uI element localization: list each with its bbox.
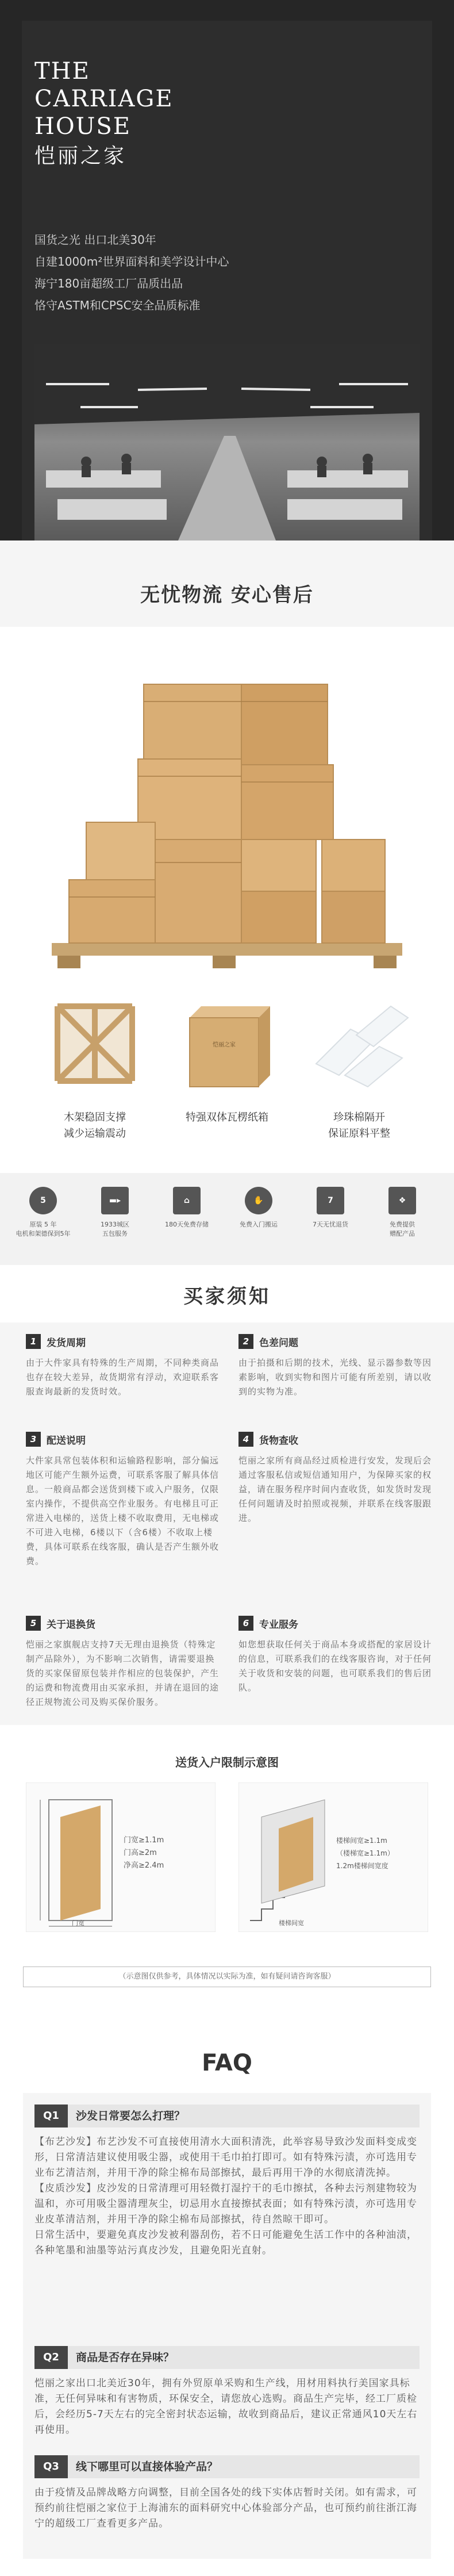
requirement-line: 1.2m楼梯间宽度 — [336, 1862, 388, 1870]
note-number: 5 — [26, 1616, 41, 1631]
service-label: 免费入门搬运 — [240, 1221, 278, 1228]
intro-line: 自建1000m²世界面料和美学设计中心 — [34, 255, 229, 269]
faq-question-2 — [34, 2346, 420, 2369]
faq-question-1 — [34, 2104, 420, 2128]
door-width-label: 门宽 — [72, 1919, 84, 1927]
pearl-cotton-image — [305, 995, 414, 1092]
note-number: 1 — [26, 1334, 41, 1349]
factory-photo — [34, 344, 420, 540]
note-body: 恺丽之家所有商品经过质检进行安发，发现后会通过客服私信或短信通知用户，为保障买家的权益，请在服务程序时间内查收货，如发货时发现任何问题请及时拍照或视频，并联系在线客服跟进。 — [238, 1455, 432, 1523]
faq-number: Q2 — [34, 2346, 68, 2369]
faq-number: Q1 — [34, 2104, 68, 2128]
warranty-icon: 5 — [29, 1187, 57, 1214]
service-storage — [158, 1187, 216, 1229]
note-number: 2 — [238, 1334, 253, 1349]
brand-line-1: THE — [34, 58, 90, 85]
note-number: 3 — [26, 1432, 41, 1447]
service-strip — [0, 1173, 454, 1265]
note-color — [238, 1334, 434, 1399]
answer-paragraph: 由于疫情及品牌战略方向调整，目前全国各处的线下实体店暂时关闭。如有需求，可预约前往恺丽之家位于上海浦东的面料研究中心体验部分产品，也可预约前往浙江海宁的超级工厂查看更多产品。 — [34, 2487, 417, 2529]
requirement-line: 楼梯间宽≥1.1m — [336, 1837, 387, 1845]
faq-question-text: 沙发日常要怎么打理？ — [76, 2110, 186, 2122]
faq-question-text: 线下哪里可以直接体验产品？ — [76, 2460, 218, 2473]
note-number: 4 — [238, 1432, 253, 1447]
service-delivery — [86, 1187, 144, 1239]
note-title: 配送说明 — [47, 1435, 86, 1447]
note-body: 大件家具常包装体积和运输路程影响，部分偏远地区可能产生额外运费，可联系客服了解具体信息。一般商品都会送货到楼下或入户服务，仅限室内操作，不提供高空作业服务。有电梯且可正常进入电梯的，送货上楼不收取费用，无电梯或不可进入电梯，6楼以下（含6楼）不收取上楼费，具体可联系在线客服，确认是否产生额外收费。 — [26, 1455, 220, 1566]
service-label: 1933城区 五包服务 — [101, 1221, 129, 1237]
door-requirements — [124, 1834, 164, 1872]
pack-label-line: 珍珠棉隔开 — [333, 1111, 385, 1124]
hero-section — [0, 0, 454, 540]
pack-label-line: 减少运输震动 — [64, 1128, 126, 1140]
pack-label-line: 特强双体瓦楞纸箱 — [186, 1111, 268, 1124]
pallet-boxes-image — [0, 632, 454, 989]
door-limit-diagram — [26, 1782, 216, 1932]
answer-paragraph: 恺丽之家出口北美近30年，拥有外贸原单采购和生产线，用材用料执行美国家具标准，无任何异味和有害物质，环保安全，请您放心选购。商品生产完毕，经工厂质检后，会经历5-7天左右的完全密封状态运输，故收到商品后，建议正常通风10天左右再使用。 — [34, 2378, 418, 2436]
service-label: 7天无忧退货 — [313, 1221, 348, 1228]
faq-question-text: 商品是否存在异味？ — [76, 2351, 175, 2364]
answer-paragraph: 日常生活中，要避免真皮沙发被利器刮伤，若不日可能避免生活工作中的各种油渍，各种笔墨和油墨等站污真皮沙发，且避免阳光直射。 — [34, 2229, 417, 2256]
brand-logo — [34, 57, 174, 170]
requirement-line: 净高≥2.4m — [124, 1861, 164, 1870]
note-inspection — [238, 1432, 434, 1525]
diagram-caption: （示意图仅供参考，具体情况以实际为准，如有疑问请咨询客服） — [23, 1966, 431, 1987]
brand-line-2: CARRIAGE — [34, 86, 174, 112]
requirement-line: 门高≥2m — [124, 1849, 157, 1857]
note-body: 恺丽之家旗舰店支持7天无理由退换货（特殊定制产品除外），为不影响二次销售，请需要退换货的买家保留原包装并作相应的包装保护，产生的运费和物流费用由买家承担，并请在退回的途径正规物流公司及购买保价服务。 — [26, 1639, 220, 1707]
faq-question-3 — [34, 2455, 420, 2478]
service-carry — [230, 1187, 287, 1229]
note-shipping — [26, 1334, 221, 1399]
truck-icon: ▬▸ — [101, 1187, 129, 1214]
faq-title: FAQ — [202, 2050, 252, 2076]
service-label: 免费提供 赠配产品 — [390, 1221, 415, 1237]
corrugated-box-image — [172, 995, 282, 1092]
logistics-title: 无忧物流 安心售后 — [140, 584, 314, 607]
pack-label-wood — [20, 1110, 170, 1142]
stair-requirements — [336, 1834, 394, 1872]
calendar-7-icon: 7 — [317, 1187, 344, 1214]
answer-paragraph: 【布艺沙发】布艺沙发不可直接使用清水大面积清洗，此举容易导致沙发面料变成变形，日常清洁建议使用吸尘器，或使用干毛巾拍打即可。如有特殊污渍，亦可选用专业布艺清洁剂，并用干净的除尘棉布局部擦拭，最后再用干净的水彻底清洗掉。 — [34, 2136, 417, 2179]
answer-paragraph: 【皮质沙发】皮沙发的日常清理可用轻微打湿拧干的毛巾擦拭，各种去污剂建物较为温和，亦可用吸尘器清理灰尘，切忌用水直接擦拭表面；如有特殊污渍，亦可选用专业皮革清洁剂，并用干净的除尘棉布局部擦拭，待自然晾干即可。 — [34, 2183, 417, 2225]
faq-number: Q3 — [34, 2455, 68, 2478]
note-body: 如您想获取任何关于商品本身或搭配的家居设计的信息，可联系我们的在线客服咨询，对于任何关于收货和安装的问题，也可联系我们的售后团队。 — [238, 1639, 432, 1693]
brand-line-3: HOUSE — [34, 113, 131, 140]
faq-answer-1 — [34, 2134, 420, 2259]
brand-intro — [34, 229, 229, 316]
faq-answer-3 — [34, 2485, 420, 2532]
home-icon: ⌂ — [173, 1187, 201, 1214]
stair-width-label: 楼梯间宽 — [279, 1919, 304, 1927]
note-body: 由于拍摄和后期的技术，光线、显示器参数等因素影响，收到实物和图片可能有所差别，请以收到的实物为准。 — [238, 1358, 432, 1397]
diagram-title: 送货入户限制示意图 — [175, 1755, 279, 1769]
brand-chinese-name: 恺丽之家 — [34, 144, 127, 168]
note-delivery — [26, 1432, 221, 1569]
intro-line: 海宁180亩超级工厂品质出品 — [34, 277, 183, 290]
intro-line: 恪守ASTM和CPSC安全品质标准 — [34, 298, 201, 312]
note-title: 货物查收 — [259, 1435, 298, 1447]
stair-limit-diagram — [238, 1782, 428, 1932]
wooden-frame-image — [40, 995, 149, 1092]
service-return — [302, 1187, 359, 1229]
requirement-line: （楼梯宽≥1.1m） — [336, 1849, 394, 1857]
pack-label-cotton — [284, 1110, 434, 1142]
note-title: 专业服务 — [259, 1619, 298, 1631]
box-print-label: 恺丽之家 — [213, 1042, 236, 1048]
service-label: 原装 5 年 电机和架德保到5年 — [16, 1221, 71, 1237]
note-title: 关于退换货 — [47, 1619, 95, 1631]
note-title: 发货周期 — [47, 1337, 86, 1349]
note-title: 色差问题 — [259, 1337, 298, 1349]
service-warranty — [14, 1187, 72, 1239]
packaging-images — [0, 995, 454, 1098]
note-returns — [26, 1616, 221, 1709]
purchase-title: 买家须知 — [183, 1285, 271, 1308]
pack-label-line: 木架稳固支撑 — [64, 1111, 126, 1124]
pack-label-line: 保证原料平整 — [328, 1128, 390, 1140]
note-service — [238, 1616, 434, 1695]
gift-icon: ❖ — [388, 1187, 416, 1214]
service-gift — [374, 1187, 431, 1239]
faq-answer-2 — [34, 2376, 420, 2438]
hand-icon: ✋ — [245, 1187, 272, 1214]
note-body: 由于大件家具有特殊的生产周期，不同种类商品也存在较大差异，故货期常有浮动，欢迎联系客服查询最新的发货时效。 — [26, 1358, 220, 1397]
note-number: 6 — [238, 1616, 253, 1631]
requirement-line: 门宽≥1.1m — [124, 1836, 164, 1845]
service-label: 180天免费存储 — [165, 1221, 209, 1228]
pack-label-box — [152, 1110, 302, 1126]
intro-line: 国货之光 出口北美30年 — [34, 233, 156, 247]
